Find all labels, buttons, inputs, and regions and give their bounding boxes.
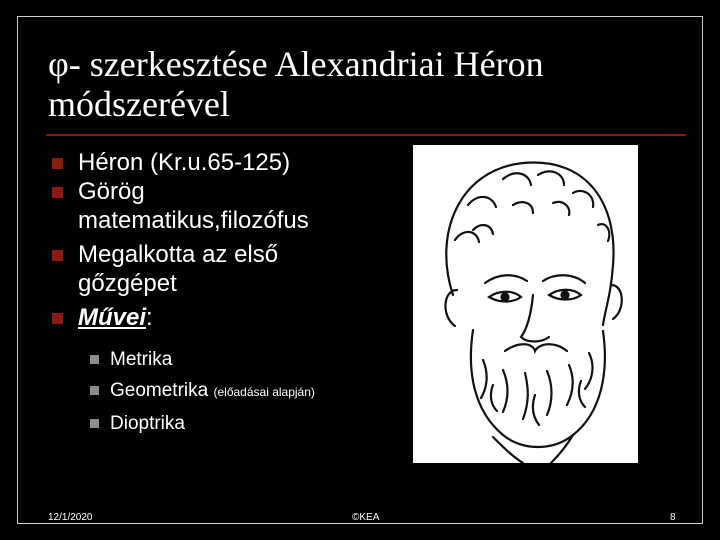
bullet-text: Megalkotta az első gőzgépet: [78, 241, 279, 297]
works-item: [80, 408, 376, 439]
footer-date: 12/1/2020: [48, 512, 93, 523]
heron-portrait-icon: [413, 145, 638, 463]
title-divider: [46, 134, 686, 136]
works-item: [80, 375, 376, 408]
bullet-list: [46, 148, 376, 439]
works-item-name: Geometrika: [110, 380, 209, 401]
bullet-item-works: [46, 303, 376, 439]
sub-bullet-square-icon: [90, 419, 99, 428]
works-list: [78, 344, 376, 439]
footer-page-number: 8: [670, 512, 676, 523]
bullet-item: [46, 148, 376, 177]
sub-bullet-square-icon: [90, 355, 99, 364]
works-item: [80, 344, 376, 375]
bullet-square-icon: [52, 158, 63, 169]
bullet-square-icon: [52, 250, 63, 261]
bullet-text: Görög matematikus,filozófus: [78, 178, 309, 234]
works-item-note: (előadásai alapján): [213, 385, 315, 399]
portrait-drawing: [413, 145, 638, 463]
works-item-name: Dioptrika: [110, 413, 185, 434]
bullet-item: [46, 177, 376, 235]
bullet-square-icon: [52, 187, 63, 198]
works-colon: :: [146, 304, 153, 331]
bullet-item: [46, 240, 376, 298]
works-item-name: Metrika: [110, 349, 173, 370]
slide-title: φ- szerkesztése Alexandriai Héron módszerével: [48, 44, 544, 124]
bullet-square-icon: [52, 313, 63, 324]
works-label: Művei: [78, 304, 147, 331]
bullet-text: Héron (Kr.u.65-125): [78, 149, 291, 176]
sub-bullet-square-icon: [90, 386, 99, 395]
footer-copyright: ©KEA: [352, 512, 380, 523]
